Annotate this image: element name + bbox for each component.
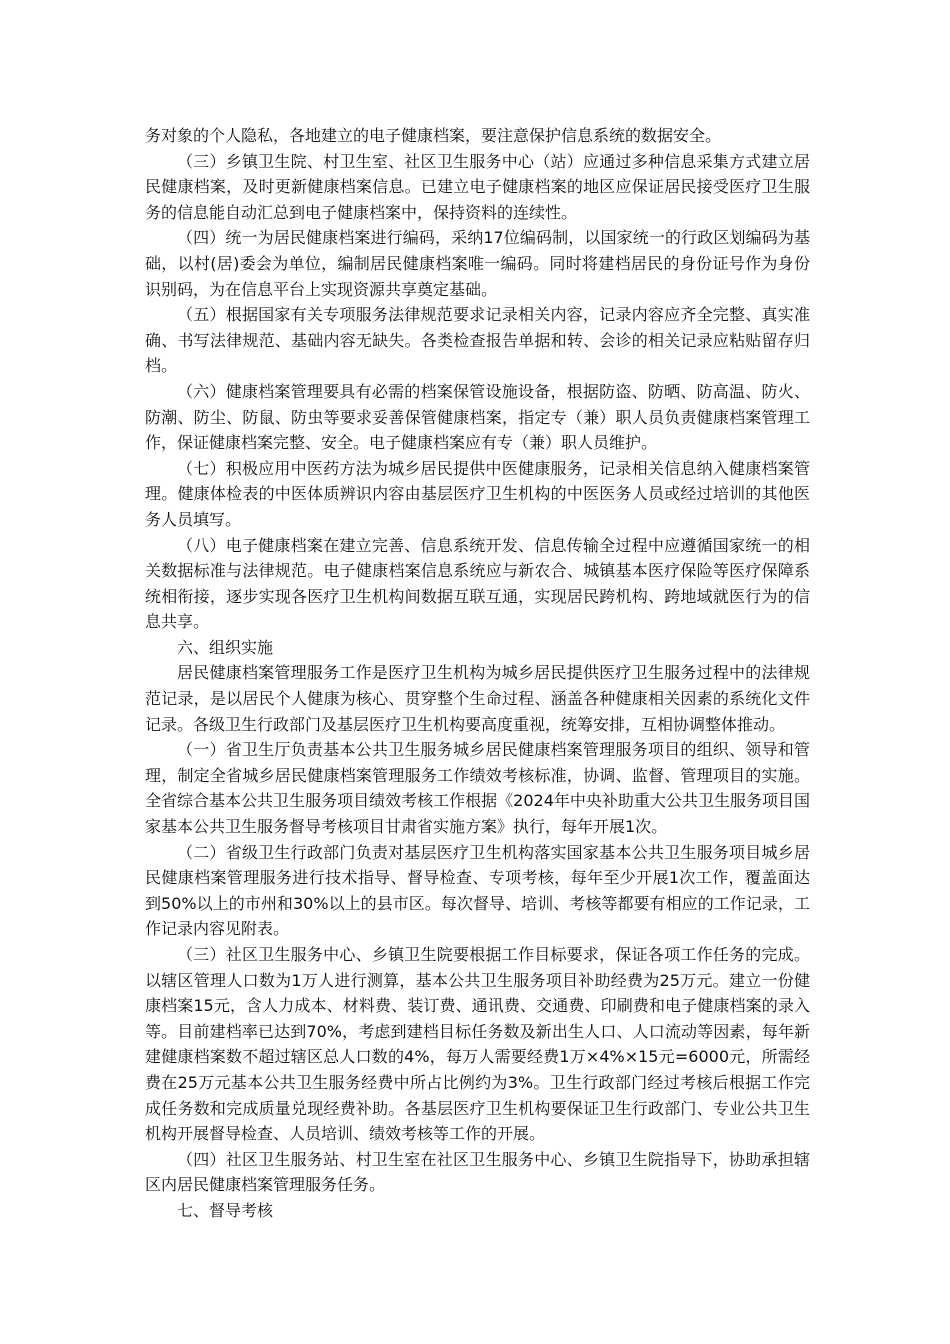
- paragraph-implementation-intro: 居民健康档案管理服务工作是医疗卫生机构为城乡居民提供医疗卫生服务过程中的法律规范记录，是以居民个人健康为核心、贯穿整个生命过程、涵盖各种健康相关因素的系统化文件记录。各级卫生行政部门及基层医疗卫生机构要高度重视，统筹安排，互相协调整体推动。: [145, 663, 810, 734]
- paragraph-item-7-tcm: （七）积极应用中医药方法为城乡居民提供中医健康服务，记录相关信息纳入健康档案管理。健康体检表的中医体质辨识内容由基层医疗卫生机构的中医医务人员或经过培训的其他医务人员填写。: [145, 458, 810, 529]
- section-heading-implementation: 六、组织实施: [177, 637, 274, 657]
- paragraph-privacy: 务对象的个人隐私，各地建立的电子健康档案，要注意保护信息系统的数据安全。: [145, 126, 722, 145]
- section-heading-supervision: 七、督导考核: [177, 1200, 274, 1220]
- paragraph-item-5-recording: （五）根据国家有关专项服务法律规范要求记录相关内容，记录内容应齐全完整、真实准确、书写法律规范、基础内容无缺失。各类检查报告单据和转、会诊的相关记录应粘贴留存归档。: [145, 305, 810, 376]
- paragraph-impl-3-funding: （三）社区卫生服务中心、乡镇卫生院要根据工作目标要求，保证各项工作任务的完成。以辖区管理人口数为1万人进行测算，基本公共卫生服务项目补助经费为25万元。建立一份健康档案15元，含人力成本、材料费、装订费、通讯费、交通费、印刷费和电子健康档案的录入等。目前建档率已达到70%，考虑到建档目标任务数及新出生人口、人口流动等因素，每年新建健康档案数不超过辖区总人口数的4%，每万人需要经费1万×4%×15元=6000元，所需经费在25万元基本公共卫生服务经费中所占比例约为3%。卫生行政部门经过考核后根据工作完成任务数和完成质量兑现经费补助。各基层医疗卫生机构要保证卫生行政部门、专业公共卫生机构开展督导检查、人员培训、绩效考核等工作的开展。: [145, 945, 810, 1144]
- paragraph-item-3-collection: （三）乡镇卫生院、村卫生室、社区卫生服务中心（站）应通过多种信息采集方式建立居民健康档案，及时更新健康档案信息。已建立电子健康档案的地区应保证居民接受医疗卫生服务的信息能自动汇总到电子健康档案中，保持资料的连续性。: [145, 151, 810, 222]
- document-body: [145, 123, 810, 1224]
- paragraph-impl-2-supervision: （二）省级卫生行政部门负责对基层医疗卫生机构落实国家基本公共卫生服务项目城乡居民健康档案管理服务进行技术指导、督导检查、专项考核，每年至少开展1次工作，覆盖面达到50%以上的市州和30%以上的县市区。每次督导、培训、考核等都要有相应的工作记录，工作记录内容见附表。: [145, 842, 810, 939]
- paragraph-item-8-standards: （八）电子健康档案在建立完善、信息系统开发、信息传输全过程中应遵循国家统一的相关数据标准与法律规范。电子健康档案信息系统应与新农合、城镇基本医疗保险等医疗保障系统相衔接，逐步实现各医疗卫生机构间数据互联互通，实现居民跨机构、跨地域就医行为的信息共享。: [145, 535, 810, 632]
- paragraph-item-6-storage: （六）健康档案管理要具有必需的档案保管设施设备，根据防盗、防晒、防高温、防火、防潮、防尘、防鼠、防虫等要求妥善保管健康档案，指定专（兼）职人员负责健康档案管理工作，保证健康档案完整、安全。电子健康档案应有专（兼）职人员维护。: [145, 381, 810, 453]
- paragraph-impl-1-provincial: （一）省卫生厅负责基本公共卫生服务城乡居民健康档案管理服务项目的组织、领导和管理，制定全省城乡居民健康档案管理服务工作绩效考核标准，协调、监督、管理项目的实施。全省综合基本公共卫生服务项目绩效考核工作根据《2024年中央补助重大公共卫生服务项目国家基本公共卫生服务督导考核项目甘肃省实施方案》执行，每年开展1次。: [145, 740, 810, 837]
- paragraph-item-4-coding: （四）统一为居民健康档案进行编码，采纳17位编码制，以国家统一的行政区划编码为基础，以村(居)委会为单位，编制居民健康档案唯一编码。同时将建档居民的身份证号作为身份识别码，为在信息平台上实现资源共享奠定基础。: [145, 228, 810, 299]
- paragraph-impl-4-village: （四）社区卫生服务站、村卫生室在社区卫生服务中心、乡镇卫生院指导下，协助承担辖区内居民健康档案管理服务任务。: [145, 1149, 810, 1195]
